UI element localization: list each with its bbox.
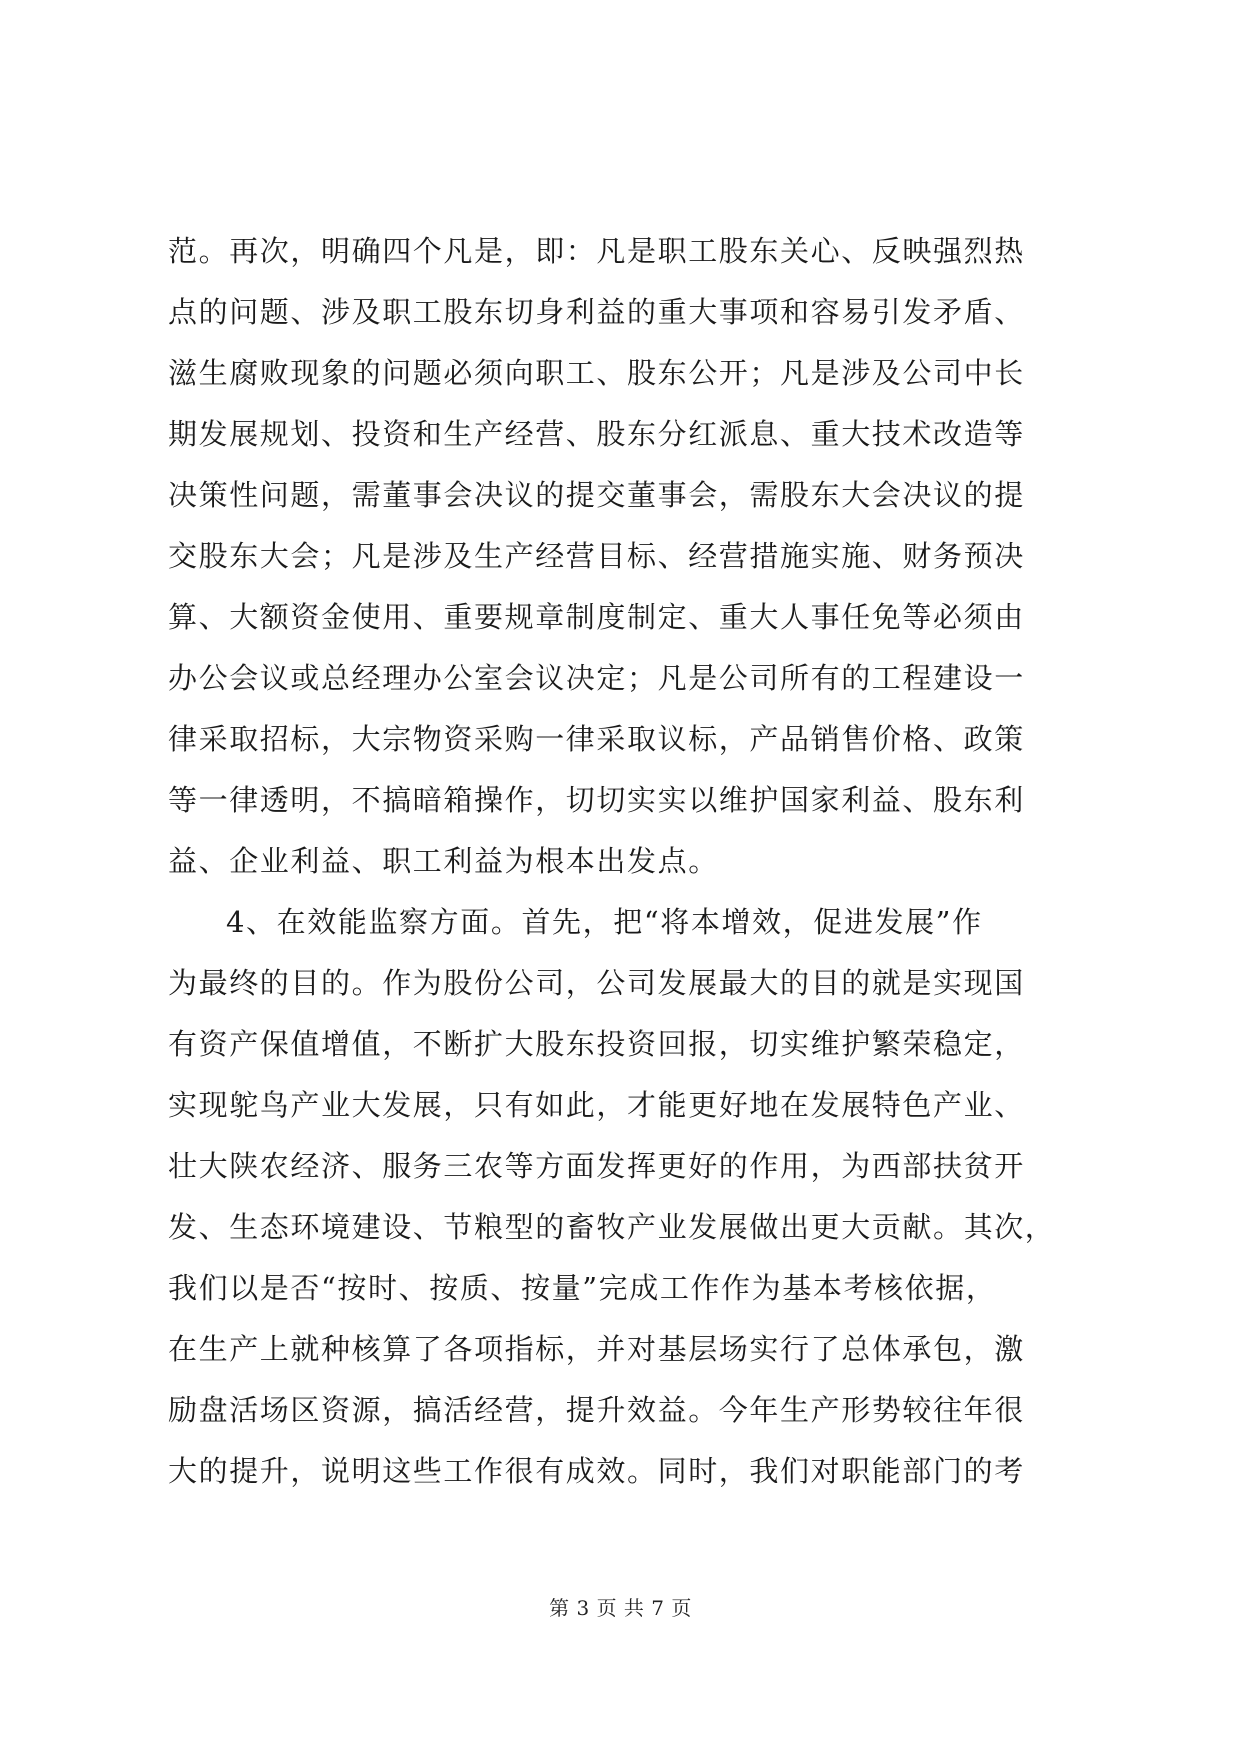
text-line: 决策性问题，需董事会决议的提交董事会，需股东大会决议的提 (168, 478, 1025, 512)
text-line: 期发展规划、投资和生产经营、股东分红派息、重大技术改造等 (168, 417, 1025, 451)
text-line: 大的提升，说明这些工作很有成效。同时，我们对职能部门的考 (168, 1454, 1025, 1488)
text-line: 范。再次，明确四个凡是，即：凡是职工股东关心、反映强烈热 (168, 234, 1025, 268)
text-line: 算、大额资金使用、重要规章制度制定、重大人事任免等必须由 (168, 600, 1025, 634)
paragraph-first-line: 4、在效能监察方面。首先，把“将本增效，促进发展”作 (226, 905, 983, 939)
text-line: 发、生态环境建设、节粮型的畜牧产业发展做出更大贡献。其次， (168, 1210, 1056, 1244)
page-number-footer: 第 3 页 共 7 页 (549, 1596, 692, 1620)
text-line: 办公会议或总经理办公室会议决定；凡是公司所有的工程建设一 (168, 661, 1025, 695)
text-line: 有资产保值增值，不断扩大股东投资回报，切实维护繁荣稳定， (168, 1027, 1025, 1061)
text-line: 等一律透明，不搞暗箱操作，切切实实以维护国家利益、股东利 (168, 783, 1025, 817)
text-line: 在生产上就种核算了各项指标，并对基层场实行了总体承包，激 (168, 1332, 1025, 1366)
text-line: 律采取招标，大宗物资采购一律采取议标，产品销售价格、政策 (168, 722, 1025, 756)
text-line: 为最终的目的。作为股份公司，公司发展最大的目的就是实现国 (168, 966, 1025, 1000)
text-line: 实现鸵鸟产业大发展，只有如此，才能更好地在发展特色产业、 (168, 1088, 1025, 1122)
text-line: 交股东大会；凡是涉及生产经营目标、经营措施实施、财务预决 (168, 539, 1025, 573)
text-line: 益、企业利益、职工利益为根本出发点。 (168, 844, 719, 878)
text-line: 励盘活场区资源，搞活经营，提升效益。今年生产形势较往年很 (168, 1393, 1025, 1427)
text-line: 我们以是否“按时、按质、按量”完成工作作为基本考核依据， (168, 1271, 997, 1305)
text-line: 壮大陕农经济、服务三农等方面发挥更好的作用，为西部扶贫开 (168, 1149, 1025, 1183)
text-line: 滋生腐败现象的问题必须向职工、股东公开；凡是涉及公司中长 (168, 356, 1025, 390)
text-line: 点的问题、涉及职工股东切身利益的重大事项和容易引发矛盾、 (168, 295, 1025, 329)
